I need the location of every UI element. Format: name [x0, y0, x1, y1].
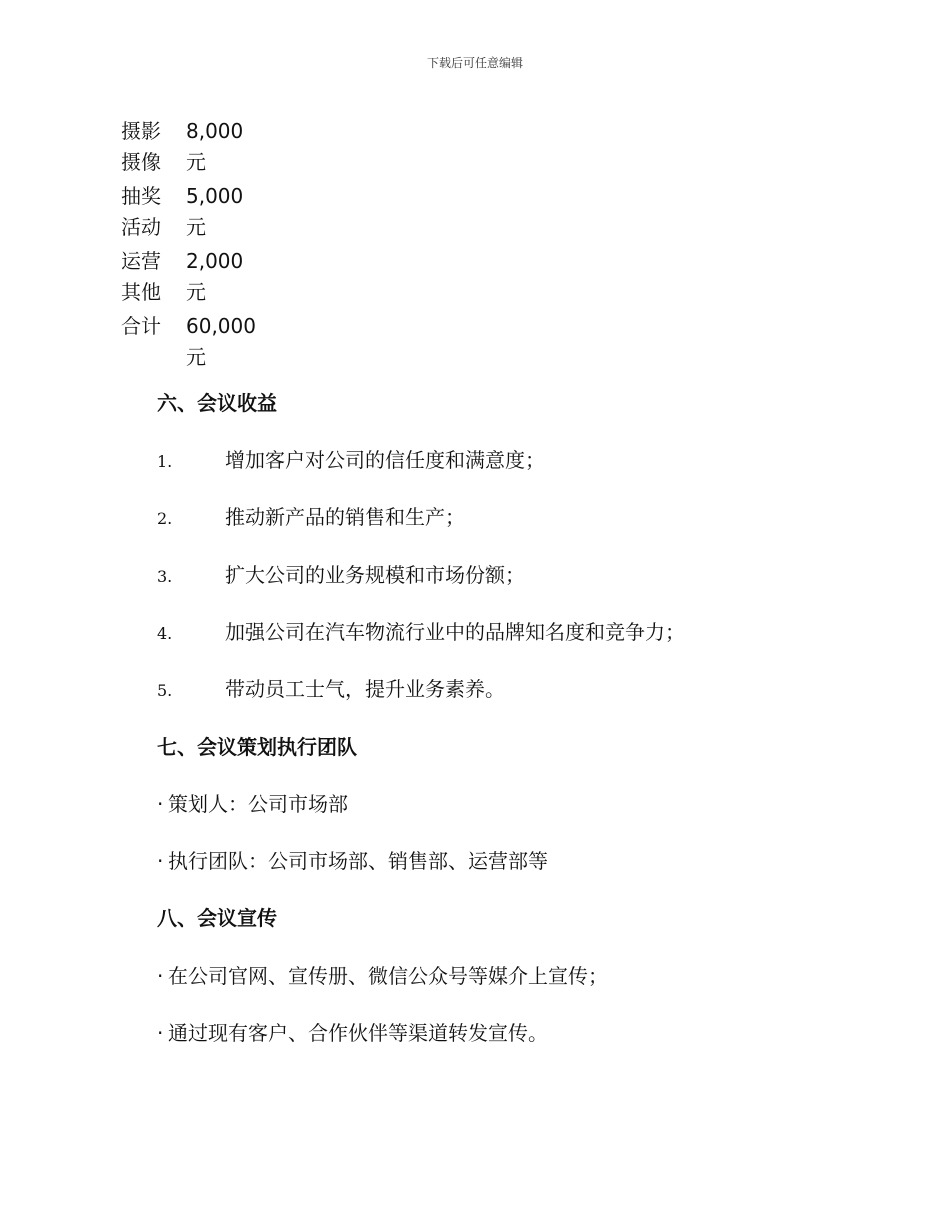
budget-cost: 2,000元	[186, 249, 244, 304]
bullet-text: 策划人：公司市场部	[168, 792, 348, 816]
bullet-item	[157, 1019, 548, 1047]
bullet-dot: ·	[157, 849, 164, 873]
list-text: 推动新产品的销售和生产；	[225, 505, 465, 529]
list-item	[157, 503, 465, 531]
list-item	[157, 618, 685, 646]
budget-row	[121, 246, 258, 308]
budget-cost: 8,000元	[186, 119, 244, 174]
list-number: 3.	[157, 567, 173, 586]
bullet-text: 执行团队：公司市场部、销售部、运营部等	[168, 849, 548, 873]
bullet-item	[157, 962, 608, 990]
budget-item: 抽奖活动	[121, 184, 161, 239]
budget-item-total: 合计	[121, 314, 161, 338]
section-heading-benefits: 六、会议收益	[157, 391, 277, 415]
list-number: 4.	[157, 624, 173, 643]
budget-row-total	[121, 311, 258, 373]
budget-row	[121, 116, 258, 178]
bullet-item	[157, 790, 348, 818]
bullet-dot: ·	[157, 1021, 164, 1045]
bullet-dot: ·	[157, 964, 164, 988]
budget-item: 运营其他	[121, 249, 161, 304]
section-heading-team: 七、会议策划执行团队	[157, 735, 357, 759]
bullet-dot: ·	[157, 792, 164, 816]
page-header: 下载后可任意编辑	[426, 56, 523, 70]
list-item	[157, 446, 545, 474]
bullet-text: 通过现有客户、合作伙伴等渠道转发宣传。	[168, 1021, 548, 1045]
list-text: 增加客户对公司的信任度和满意度；	[225, 448, 545, 472]
budget-item: 摄影摄像	[121, 119, 161, 174]
section-heading-promotion: 八、会议宣传	[157, 906, 277, 930]
list-text: 扩大公司的业务规模和市场份额；	[225, 563, 525, 587]
bullet-text: 在公司官网、宣传册、微信公众号等媒介上宣传；	[168, 964, 608, 988]
list-number: 1.	[157, 452, 173, 471]
list-item	[157, 675, 505, 703]
bullet-item	[157, 847, 548, 875]
budget-cost: 5,000元	[186, 184, 244, 239]
budget-row	[121, 181, 258, 243]
list-number: 2.	[157, 509, 173, 528]
list-number: 5.	[157, 681, 173, 700]
list-text: 加强公司在汽车物流行业中的品牌知名度和竞争力；	[225, 620, 685, 644]
budget-table	[121, 116, 258, 376]
list-item	[157, 561, 525, 589]
list-text: 带动员工士气，提升业务素养。	[225, 677, 505, 701]
budget-cost-total: 60,000元	[186, 314, 256, 369]
